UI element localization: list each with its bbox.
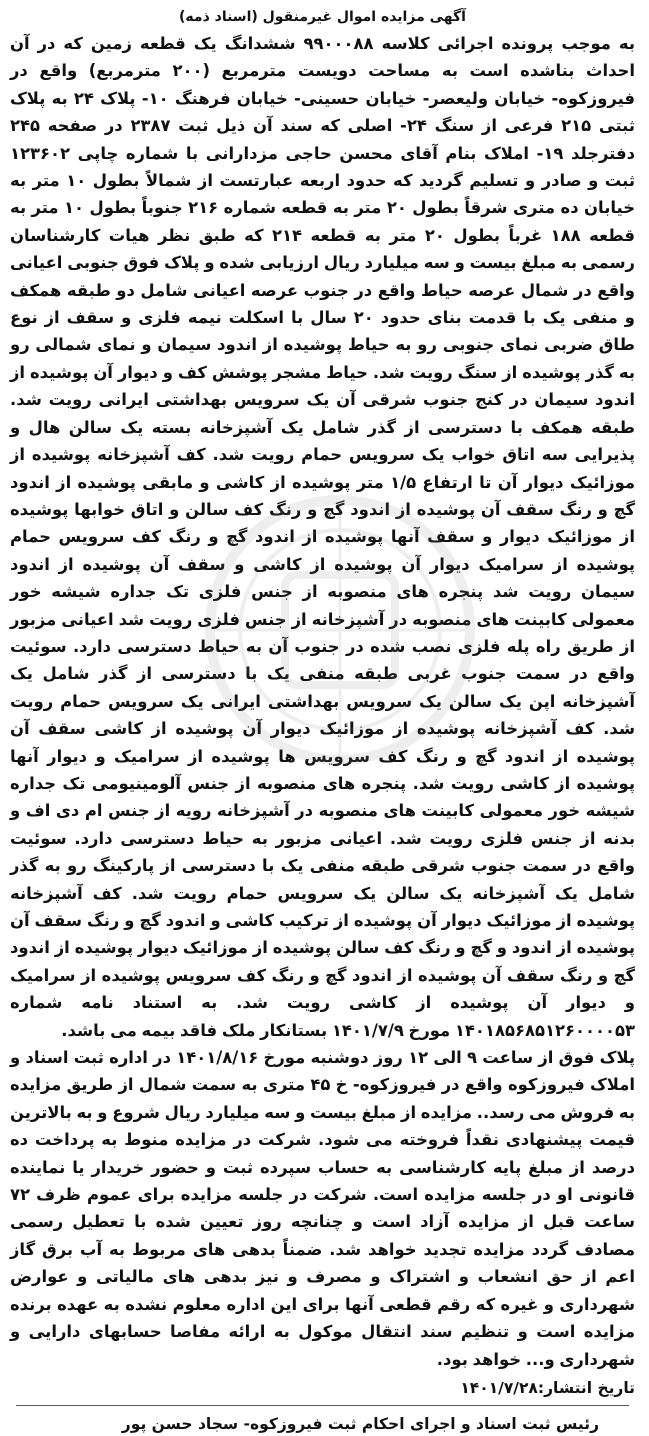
property-description-paragraph: به موجب پرونده اجرائی کلاسه ۹۹۰۰۰۸۸ ششدانگ یک قطعه زمین که در آن احداث بناشده است به مساحت دویست مترمربع (۲۰۰ مترمربع) واقع در فیروزکوه- خیابان ولیعصر- خیابان حسینی- خیابان فرهنگ ۱۰- پلاک ۲۴ به پلاک ثبتی ۲۱۵ فرعی از سنگ ۲۴- اصلی که سند آن ذیل ثبت ۲۳۸۷ در صفحه ۲۴۵ دفترجلد ۱۹- املاک بنام آقای محسن حاجی مزدارانی با شماره چاپی ۱۲۳۶۰۲ ثبت و صادر و تسلیم گردید که حدود اربعه عبارتست از شمالاً بطول ۱۰ متر به خیابان ده متری شرقاً بطول ۲۰ متر به قطعه شماره ۲۱۶ جنوباً بطول ۱۰ متر به قطعه ۱۸۸ غرباً بطول ۲۰ متر به قطعه ۲۱۴ که طبق نظر هیات کارشناسان رسمی به مبلغ بیست و سه میلیارد ریال ارزیابی شده و پلاک فوق جنوبی اعیانی واقع در شمال عرصه حیاط واقع در جنوب عرصه اعیانی شامل دو طبقه همکف و منفی یک با قدمت بنای حدود ۲۰ سال با اسکلت نیمه فلزی و سقف از نوع طاق ضربی نمای جنوبی رو به حیاط پوشیده از اندود سیمان و نمای شمالی رو به گذر پوشیده از سنگ رویت شد. حیاط مشجر پوشش کف و دیوار آن پوشیده از اندود سیمان در کنج جنوب شرقی آن یک سرویس بهداشتی ایرانی رویت شد. طبقه همکف با دسترسی از گذر شامل یک آشپزخانه بسته یک سالن هال و پذیرایی سه اتاق خواب یک سرویس حمام رویت شد. کف آشپزخانه پوشیده از موزائیک دیوار آن تا ارتفاع ۱/۵ متر پوشیده از کاشی و مابقی پوشیده از اندود گچ و رنگ سقف آن پوشیده از اندود گچ و رنگ کف سالن و اتاق خوابها پوشیده از موزائیک دیوار و سقف آنها پوشیده از اندود گچ و رنگ کف سرویس حمام پوشیده از سرامیک دیوار آن پوشیده از کاشی و سقف آن پوشیده از اندود سیمان رویت شد پنجره های منصوبه از جنس فلزی تک جداره شیشه خور معمولی کابینت های منصوبه در آشپزخانه از جنس فلزی رویت شد اعیانی مزبور از طریق راه پله فلزی نصب شده در جنوب آن به حیاط دسترسی دارد. سوئیت واقع در سمت جنوب غربی طبقه منفی یک با دسترسی از گذر شامل یک آشپزخانه اپن یک سالن یک سرویس بهداشتی ایرانی یک سرویس حمام رویت شد. کف آشپزخانه پوشیده از موزائیک دیوار آن پوشیده از کاشی سقف آن پوشیده از اندود گچ و رنگ کف سرویس ها پوشیده از سرامیک و دیوار آنها پوشیده از کاشی رویت شد. پنجره های منصوبه از جنس آلومینیومی تک جداره شیشه خور معمولی کابینت های منصوبه در آشپزخانه رویه از جنس ام دی اف و بدنه از جنس فلزی رویت شد. اعیانی مزبور به حیاط دسترسی دارد. سوئیت واقع در سمت جنوب شرقی طبقه منفی یک با دسترسی از پارکینگ رو به گذر شامل یک آشپزخانه یک سالن یک سرویس حمام رویت شد. کف آشپزخانه پوشیده از موزائیک دیوار آن پوشیده از ترکیب کاشی و اندود گچ و رنگ سقف آن پوشیده از اندود و گچ و رنگ کف سالن پوشیده از موزائیک دیوار پوشیده از اندود گچ و رنگ سقف آن پوشیده از اندود گچ و رنگ کف سرویس پوشیده از سرامیک و دیوار آن پوشیده از کاشی رویت شد. به استناد نامه شماره ۱۴۰۱۸۵۶۸۵۱۲۶۰۰۰۰۵۳ مورخ ۱۴۰۱/۷/۹ بستانکار ملک فاقد بیمه می باشد. bbox=[10, 34, 636, 1040]
divider bbox=[16, 1405, 629, 1406]
notice-title: آگهی مزایده اموال غیرمنقول (اسناد ذمه) bbox=[179, 9, 466, 25]
signature-line: رئیس ثبت اسناد و اجرای احکام ثبت فیروزکوه- سجاد حسن پور bbox=[121, 1414, 599, 1433]
auction-terms-paragraph: پلاک فوق از ساعت ۹ الی ۱۲ روز دوشنبه مورخ ۱۴۰۱/۸/۱۶ در اداره ثبت اسناد و املاک فیروزکوه واقع در فیروزکوه- خ ۴۵ متری به سمت شمال از طریق مزایده به فروش می رسد.. مزایده از مبلغ بیست و سه میلیارد ریال شروع و به بالاترین قیمت پیشنهادی نقداً فروخته می شود. شرکت در مزایده منوط به پرداخت ده درصد از مبلغ پایه کارشناسی به حساب سپرده ثبت و حضور خریدار یا نماینده قانونی او در جلسه مزایده است. شرکت در جلسه مزایده برای عموم ظرف ۷۲ ساعت قبل از مزایده آزاد است و چنانچه روز تعیین شده با تعطیل رسمی مصادف گردد مزایده تجدید خواهد شد. ضمناً بدهی های مربوط به آب برق گاز اعم از حق انشعاب و اشتراک و مصرف و نیز بدهی های مالیاتی و عوارض شهرداری و غیره که رقم قطعی آنها برای این اداره معلوم نشده به عهده برنده مزایده است و تنظیم سند انتقال موکول به ارائه مفاصا حسابهای دارایی و شهرداری و... خواهد بود. bbox=[10, 1048, 635, 1369]
publish-date: تاریخ انتشار:۱۴۰۱/۷/۲۸ bbox=[460, 1378, 635, 1397]
